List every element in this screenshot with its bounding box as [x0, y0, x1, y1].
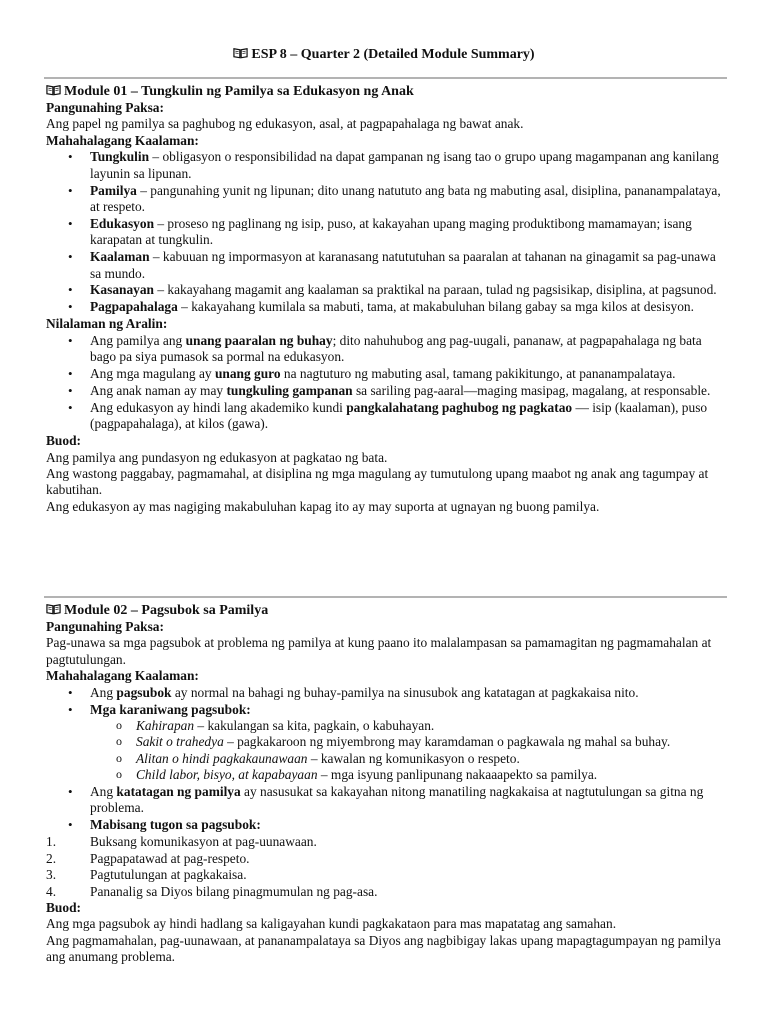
numbered-item: 4. Pananalig sa Diyos bilang pinagmumulan ng pag-asa.	[46, 883, 378, 899]
list-item: • Ang katatagan ng pamilya ay nasusukat sa kakayahan nitong manatiling nagkakaisa at nagtutulungan sa gitna ng problema.	[90, 784, 726, 817]
module-02-title	[46, 602, 726, 619]
kaalaman-label: Mahahalagang Kaalaman:	[46, 132, 199, 148]
module-02-section	[46, 602, 726, 966]
kaalaman-list	[46, 685, 726, 834]
list-item: • Kasanayan – kakayahang magamit ang kaalaman sa praktikal na paraan, tulad ng pagsisikap, disiplina, at pagsunod.	[90, 282, 726, 298]
list-item: • Kaalaman – kabuuan ng impormasyon at karanasang natututuhan sa paaralan at tahanan na ginagamit sa pag-unawa sa mundo.	[90, 249, 726, 282]
document-title	[0, 47, 768, 63]
nilalaman-list	[46, 333, 726, 433]
module-01-title-text: Module 01 – Tungkulin ng Pamilya sa Edukasyon ng Anak	[64, 84, 414, 99]
kaalaman-list	[46, 149, 726, 316]
module-02-title-text: Module 02 – Pagsubok sa Pamilya	[64, 603, 269, 618]
buod-line: Ang pamilya ang pundasyon ng edukasyon at pagkatao ng bata.	[46, 449, 388, 465]
list-item: • Ang pagsubok ay normal na bahagi ng buhay-pamilya na sinusubok ang katatagan at pagkakaisa nito.	[90, 685, 726, 701]
list-item: • Tungkulin – obligasyon o responsibilidad na dapat gampanan ng isang tao o grupo upang magampanan ang kanilang layunin sa lipunan.	[90, 149, 726, 182]
open-book-icon	[233, 47, 248, 59]
list-item: • Mga karaniwang pagsubok: o Kahirapan – kakulangan sa kita, pagkain, o kabuhayan. o Sakit o trahedya – pagkakaroon ng miyembrong may karamdaman o pagkawala ng mahal sa buhay. o Alitan o hindi pagkakaunawaan – kawalan ng komunikasyon o respeto. o Child labor, bisyo, at kapabayaan – mga isyung panlipunang nakaaapekto sa pamilya.	[90, 702, 726, 784]
document-title-text: ESP 8 – Quarter 2 (Detailed Module Summary)	[251, 47, 535, 62]
list-item: • Ang edukasyon ay hindi lang akademiko kundi pangkalahatang paghubog ng pagkatao — isip (kaalaman), puso (pagpapahalaga), at kilos (gawa).	[90, 400, 726, 433]
nilalaman-label: Nilalaman ng Aralin:	[46, 316, 168, 332]
numbered-item: 1. Buksang komunikasyon at pag-uunawaan.	[46, 834, 317, 850]
list-item: • Ang pamilya ang unang paaralan ng buhay; dito nahuhubog ang pag-uugali, pananaw, at pagpapahalaga ng bata bago pa siya pumasok sa pormal na edukasyon.	[90, 333, 726, 366]
open-book-icon	[46, 603, 61, 615]
sub-list-item: o Child labor, bisyo, at kapabayaan – mga isyung panlipunang nakaaapekto sa pamilya.	[136, 767, 726, 783]
tugon-numbered-list	[46, 834, 726, 900]
module-01-section	[46, 83, 726, 515]
list-item: • Mabisang tugon sa pagsubok:	[90, 817, 726, 833]
pangunahing-paksa-text: Pag-unawa sa mga pagsubok at problema ng pamilya at kung paano ito malalampasan sa pamamagitan ng pagmamahalan at pagtutulungan.	[46, 635, 712, 667]
pangunahing-paksa-label: Pangunahing Paksa:	[46, 100, 164, 115]
buod-line: Ang wastong paggabay, pagmamahal, at disiplina ng mga magulang ay tumutulong upang maabot ng anak ang tagumpay at kabutihan.	[46, 465, 709, 498]
open-book-icon	[46, 84, 61, 96]
divider	[44, 596, 727, 598]
numbered-item: 2. Pagpapatawad at pag-respeto.	[46, 850, 250, 866]
buod-line: Ang pagmamahalan, pag-uunawaan, at pananampalataya sa Diyos ang nagbibigay lakas upang mapagtagumpayan ng pamilya ang anumang problema.	[46, 932, 721, 965]
buod-line: Ang mga pagsubok ay hindi hadlang sa kaligayahan kundi pagkakataon para mas mapatatag ang samahan.	[46, 916, 617, 932]
pangunahing-paksa-label: Pangunahing Paksa:	[46, 619, 164, 634]
list-item: • Pamilya – pangunahing yunit ng lipunan; dito unang natututo ang bata ng mabuting asal, disiplina, pananampalataya, at respeto.	[90, 183, 726, 216]
sub-list-item: o Alitan o hindi pagkakaunawaan – kawalan ng komunikasyon o respeto.	[136, 751, 726, 767]
divider	[44, 77, 727, 79]
sub-list-item: o Kahirapan – kakulangan sa kita, pagkain, o kabuhayan.	[136, 718, 726, 734]
buod-label: Buod:	[46, 899, 81, 915]
pangunahing-paksa-text: Ang papel ng pamilya sa paghubog ng edukasyon, asal, at pagpapahalaga ng bawat anak.	[46, 116, 524, 132]
numbered-item: 3. Pagtutulungan at pagkakaisa.	[46, 867, 247, 883]
karaniwang-pagsubok-list	[90, 718, 726, 784]
kaalaman-label: Mahahalagang Kaalaman:	[46, 668, 199, 684]
list-item: • Pagpapahalaga – kakayahang kumilala sa mabuti, tama, at makabuluhan bilang gabay sa mga kilos at desisyon.	[90, 299, 726, 315]
buod-line: Ang edukasyon ay mas nagiging makabuluhan kapag ito ay may suporta at ugnayan ng buong pamilya.	[46, 498, 600, 514]
list-item: • Edukasyon – proseso ng paglinang ng isip, puso, at kakayahan upang maging produktibong mamamayan; isang karapatan at tungkulin.	[90, 216, 726, 249]
list-item: • Ang anak naman ay may tungkuling gampanan sa sariling pag-aaral—maging masipag, magalang, at responsable.	[90, 383, 726, 399]
buod-label: Buod:	[46, 433, 81, 449]
module-01-title	[46, 83, 726, 100]
list-item: • Ang mga magulang ay unang guro na nagtuturo ng mabuting asal, tamang pakikitungo, at pananampalataya.	[90, 366, 726, 382]
sub-list-item: o Sakit o trahedya – pagkakaroon ng miyembrong may karamdaman o pagkawala ng mahal sa buhay.	[136, 734, 726, 750]
